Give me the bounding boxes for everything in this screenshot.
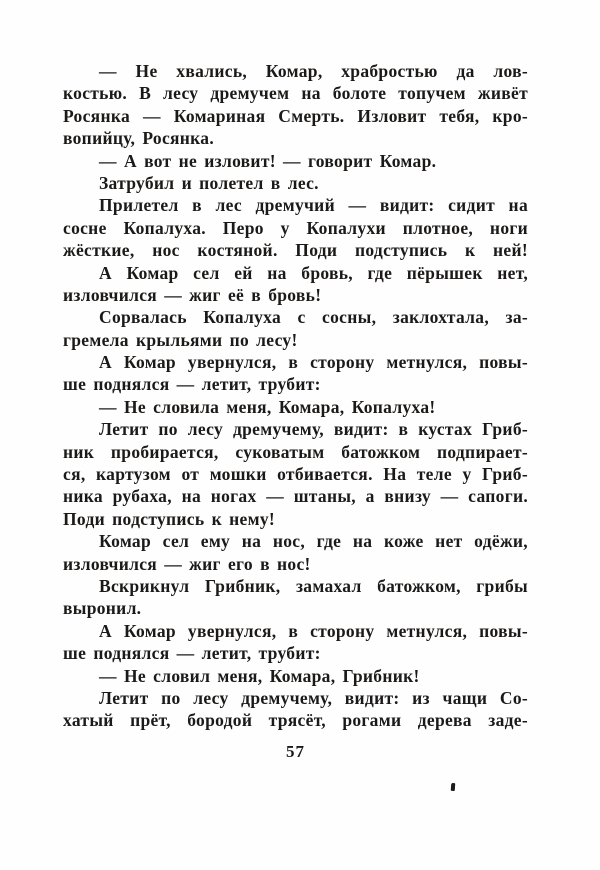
text-line: ника рубаха, на ногах — штаны, а внизу — сапоги. xyxy=(63,486,528,507)
ink-speck xyxy=(451,783,456,791)
text-line: Сорвалась Копалуха с сосны, заклохтала, за- xyxy=(99,307,528,328)
text-line: Росянка — Комариная Смерть. Изловит тебя, кро- xyxy=(63,105,528,126)
text-line: ник пробирается, суковатым батожком подпирает- xyxy=(63,441,528,462)
text-line: А Комар увернулся, в сторону метнулся, повы- xyxy=(99,620,528,641)
text-line: — Не хвались, Комар, храбростью да лов- xyxy=(99,61,528,81)
text-line: ше поднялся — летит, трубит: xyxy=(63,643,321,664)
text-line: сосне Копалуха. Перо у Копалухи плотное, ноги xyxy=(63,217,528,238)
text-line: Комар сел ему на нос, где на коже нет одёжи, xyxy=(99,531,528,552)
text-line: А Комар увернулся, в сторону метнулся, повы- xyxy=(99,352,528,373)
text-line: выронил. xyxy=(63,598,142,619)
text-line: — А вот не изловит! — говорит Комар. xyxy=(99,150,437,171)
text-line: Поди подступись к нему! xyxy=(63,508,276,529)
text-line: ся, картузом от мошки отбивается. На теле у Гриб- xyxy=(63,464,528,485)
text-line: гремела крыльями по лесу! xyxy=(63,329,298,350)
text-line: Вскрикнул Грибник, замахал батожком, грибы xyxy=(99,575,528,596)
text-line: — Не словила меня, Комара, Копалуха! xyxy=(99,396,436,417)
page-number: 57 xyxy=(286,742,305,761)
text-line: изловчился — жиг её в бровь! xyxy=(63,284,322,305)
text-line: хатый прёт, бородой трясёт, рогами дерева заде- xyxy=(63,710,528,731)
text-line: изловчился — жиг его в нос! xyxy=(63,553,311,574)
text-line: вопийцу, Росянка. xyxy=(63,128,215,149)
text-line: Летит по лесу дремучему, видит: в кустах Гриб- xyxy=(99,419,528,440)
text-line: Летит по лесу дремучему, видит: из чащи Со- xyxy=(99,687,528,708)
text-line: ше поднялся — летит, трубит: xyxy=(63,374,321,395)
text-line: — Не словил меня, Комара, Грибник! xyxy=(99,665,420,686)
text-line: Прилетел в лес дремучий — видит: сидит на xyxy=(99,195,528,216)
text-line: костью. В лесу дремучем на болоте топучем живёт xyxy=(63,83,528,104)
text-line: Затрубил и полетел в лес. xyxy=(99,172,319,193)
text-line: А Комар сел ей на бровь, где пёрышек нет, xyxy=(99,262,528,283)
page-text xyxy=(63,60,528,732)
text-line: жёсткие, нос костяной. Поди подступись к ней! xyxy=(63,240,528,261)
